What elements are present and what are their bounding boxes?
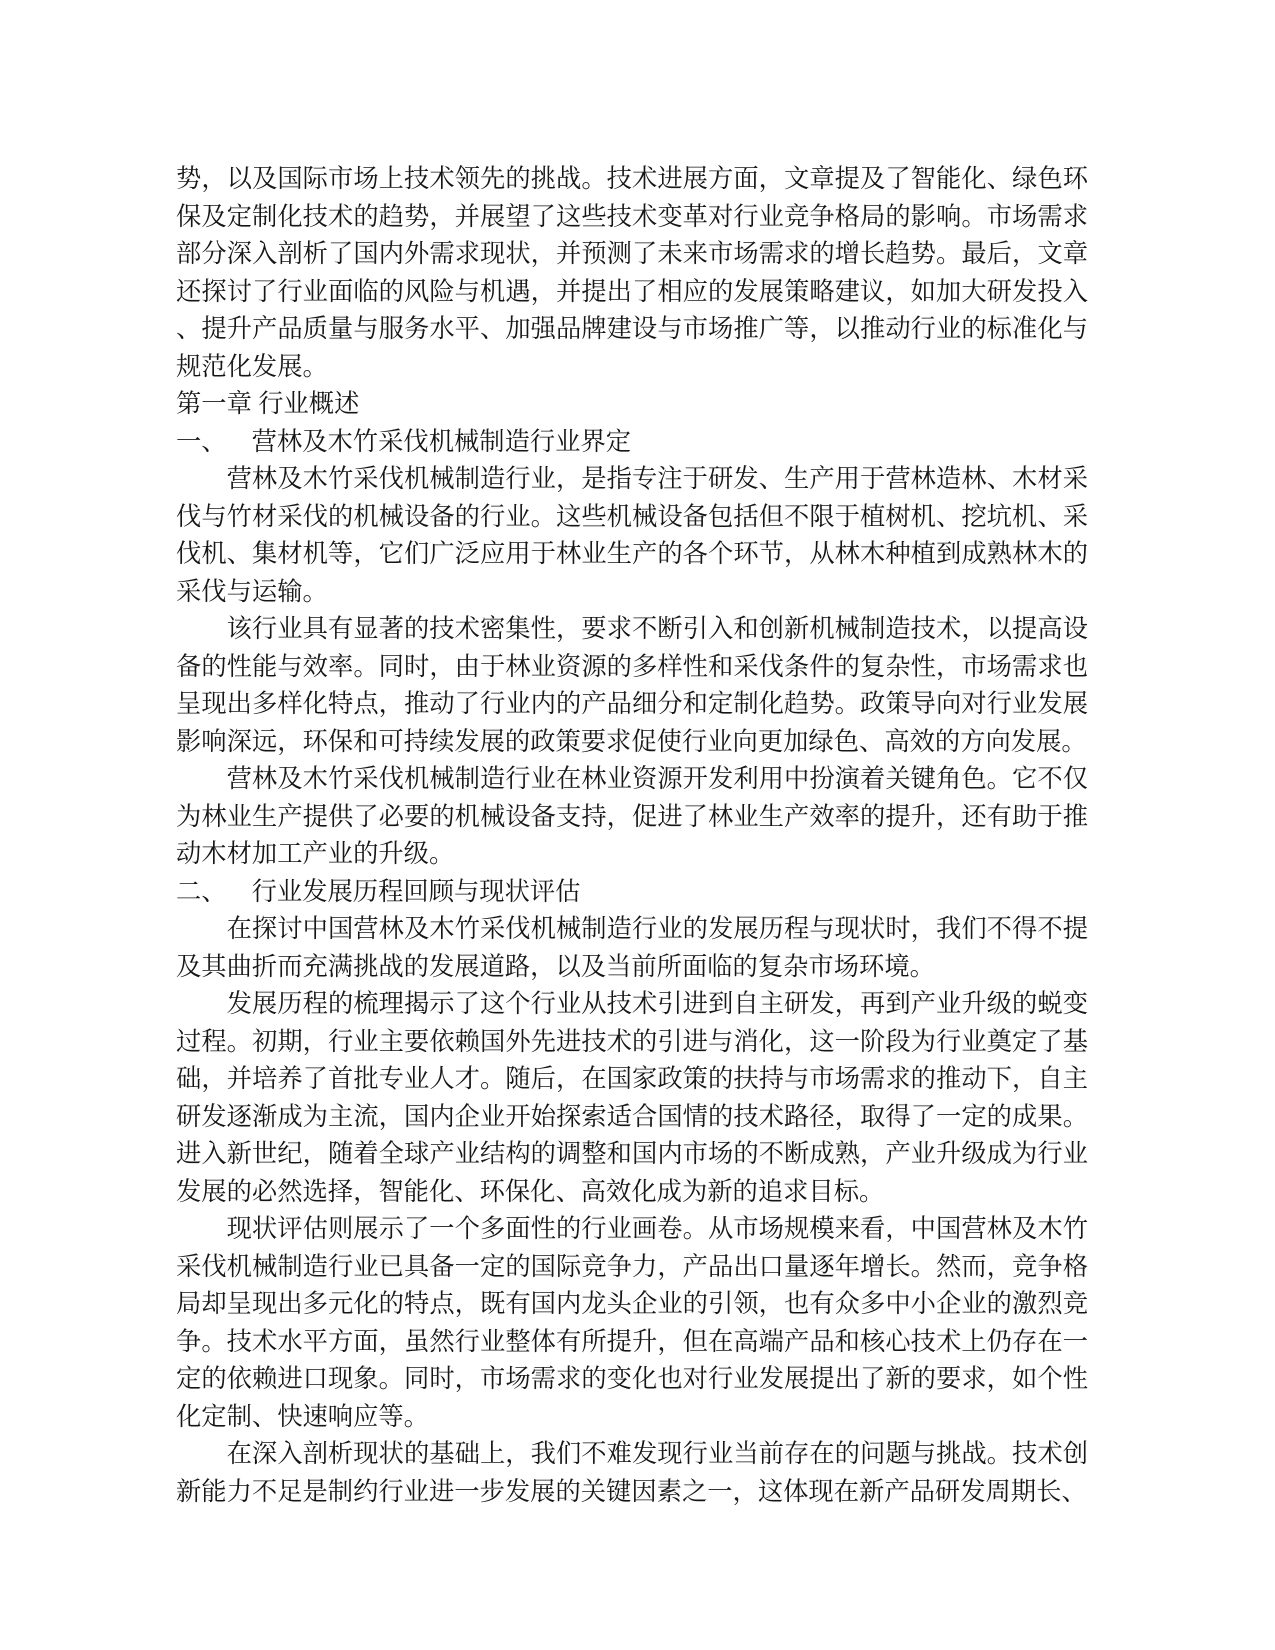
section-title: 行业发展历程回顾与现状评估 — [251, 877, 581, 906]
section-number: 一、 — [176, 427, 227, 456]
paragraph-industry-characteristics: 该行业具有显著的技术密集性，要求不断引入和创新机械制造技术，以提高设备的性能与效率。同时，由于林业资源的多样性和采伐条件的复杂性，市场需求也呈现出多样化特点，推动了行业内的产品细分和定制化趋势。政策导向对行业发展影响深远，环保和可持续发展的政策要求促使行业向更加绿色、高效的方向发展。 — [176, 615, 1088, 756]
section-heading-1 — [176, 424, 1088, 462]
paragraph-summary-continuation: 势，以及国际市场上技术领先的挑战。技术进展方面，文章提及了智能化、绿色环保及定制化技术的趋势，并展望了这些技术变革对行业竞争格局的影响。市场需求部分深入剖析了国内外需求现状，并预测了未来市场需求的增长趋势。最后，文章还探讨了行业面临的风险与机遇，并提出了相应的发展策略建议，如加大研发投入、提升产品质量与服务水平、加强品牌建设与市场推广等，以推动行业的标准化与规范化发展。 — [176, 165, 1088, 381]
section-number: 二、 — [176, 877, 227, 906]
paragraph-development-history: 发展历程的梳理揭示了这个行业从技术引进到自主研发，再到产业升级的蜕变过程。初期，行业主要依赖国外先进技术的引进与消化，这一阶段为行业奠定了基础，并培养了首批专业人才。随后，在国家政策的扶持与市场需求的推动下，自主研发逐渐成为主流，国内企业开始探索适合国情的技术路径，取得了一定的成果。进入新世纪，随着全球产业结构的调整和国内市场的不断成熟，产业升级成为行业发展的必然选择，智能化、环保化、高效化成为新的追求目标。 — [176, 990, 1088, 1206]
paragraph-industry-role: 营林及木竹采伐机械制造行业在林业资源开发利用中扮演着关键角色。它不仅为林业生产提供了必要的机械设备支持，促进了林业生产效率的提升，还有助于推动木材加工产业的升级。 — [176, 765, 1088, 868]
paragraph-history-intro: 在探讨中国营林及木竹采伐机械制造行业的发展历程与现状时，我们不得不提及其曲折而充满挑战的发展道路，以及当前所面临的复杂市场环境。 — [176, 915, 1088, 981]
section-heading-2 — [176, 874, 1088, 912]
paragraph-industry-definition: 营林及木竹采伐机械制造行业，是指专注于研发、生产用于营林造林、木材采伐与竹材采伐的机械设备的行业。这些机械设备包括但不限于植树机、挖坑机、采伐机、集材机等，它们广泛应用于林业生产的各个环节，从林木种植到成熟林木的采伐与运输。 — [176, 465, 1088, 606]
section-title: 营林及木竹采伐机械制造行业界定 — [251, 427, 632, 456]
paragraph-current-status: 现状评估则展示了一个多面性的行业画卷。从市场规模来看，中国营林及木竹采伐机械制造行业已具备一定的国际竞争力，产品出口量逐年增长。然而，竞争格局却呈现出多元化的特点，既有国内龙头企业的引领，也有众多中小企业的激烈竞争。技术水平方面，虽然行业整体有所提升，但在高端产品和核心技术上仍存在一定的依赖进口现象。同时，市场需求的变化也对行业发展提出了新的要求，如个性化定制、快速响应等。 — [176, 1215, 1088, 1431]
paragraph-problems-challenges: 在深入剖析现状的基础上，我们不难发现行业当前存在的问题与挑战。技术创新能力不足是制约行业进一步发展的关键因素之一，这体现在新产品研发周期长、 — [176, 1440, 1088, 1506]
chapter-heading: 第一章 行业概述 — [176, 390, 360, 418]
document-content — [176, 161, 1088, 1511]
